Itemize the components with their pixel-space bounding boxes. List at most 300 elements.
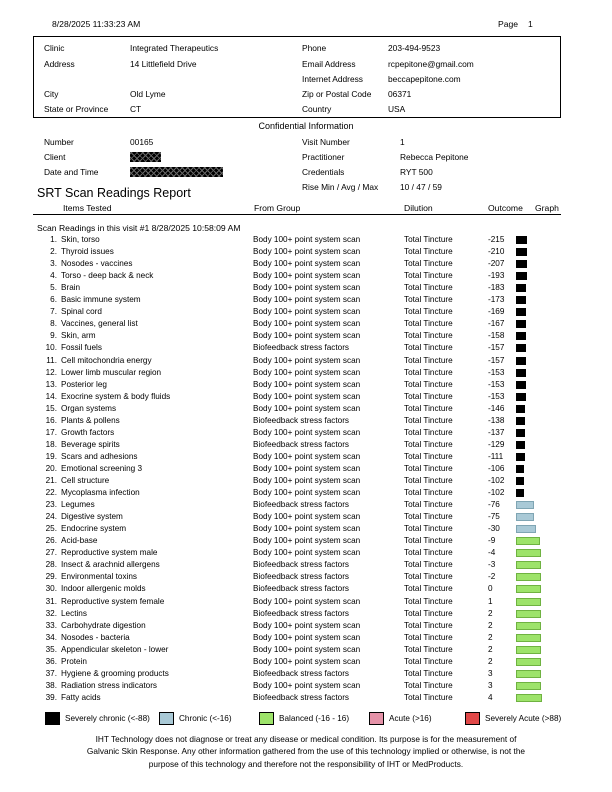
outcome-bar	[516, 537, 540, 545]
item-dilution: Total Tincture	[404, 668, 453, 678]
legend-label: Severely Acute (>88)	[485, 714, 562, 723]
item-name: Emotional screening 3	[61, 463, 143, 473]
item-dilution: Total Tincture	[404, 488, 453, 498]
item-dilution: Total Tincture	[404, 283, 453, 293]
number-label: Number	[44, 137, 74, 147]
phone-value: 203-494-9523	[388, 43, 441, 53]
legend-label: Balanced (-16 - 16)	[279, 714, 350, 723]
item-name: Skin, arm	[61, 331, 96, 341]
practitioner-value: Rebecca Pepitone	[400, 152, 469, 162]
outcome-bar	[516, 525, 536, 533]
rise-value: 10 / 47 / 59	[400, 182, 442, 192]
credentials-value: RYT 500	[400, 167, 433, 177]
disclaimer-line-2: Galvanic Skin Response. Any other information gathered from the use of this technology implied or otherwise, is not the	[86, 746, 526, 757]
state-label: State or Province	[44, 104, 109, 114]
table-row	[0, 319, 612, 331]
item-name: Vaccines, general list	[61, 319, 138, 329]
legend-swatch	[159, 712, 174, 725]
table-row	[0, 681, 612, 693]
item-group: Body 100+ point system scan	[253, 259, 361, 269]
item-outcome: -207	[488, 259, 505, 269]
row-number: 37.	[45, 668, 57, 678]
outcome-bar	[516, 272, 527, 280]
item-group: Body 100+ point system scan	[253, 271, 361, 281]
row-number: 16.	[45, 415, 57, 425]
item-dilution: Total Tincture	[404, 259, 453, 269]
item-dilution: Total Tincture	[404, 572, 453, 582]
item-name: Carbohydrate digestion	[61, 620, 146, 630]
item-outcome: 2	[488, 644, 493, 654]
row-number: 13.	[45, 379, 57, 389]
item-name: Environmental toxins	[61, 572, 137, 582]
outcome-bar	[516, 381, 526, 389]
table-row	[0, 512, 612, 524]
item-group: Body 100+ point system scan	[253, 644, 361, 654]
internet-value: beccapepitone.com	[388, 74, 461, 84]
item-dilution: Total Tincture	[404, 343, 453, 353]
address-value: 14 Littlefield Drive	[130, 59, 197, 69]
item-outcome: -193	[488, 271, 505, 281]
item-outcome: 1	[488, 596, 493, 606]
table-row	[0, 609, 612, 621]
outcome-bar	[516, 610, 541, 618]
item-name: Nosodes - bacteria	[61, 632, 130, 642]
clinic-info-box	[33, 36, 561, 118]
outcome-bar	[516, 489, 524, 497]
item-name: Legumes	[61, 500, 95, 510]
visit-number-value: 1	[400, 137, 405, 147]
item-dilution: Total Tincture	[404, 319, 453, 329]
item-outcome: -215	[488, 235, 505, 244]
col-graph: Graph	[535, 203, 559, 213]
item-group: Biofeedback stress factors	[253, 343, 350, 353]
col-outcome: Outcome	[488, 203, 523, 213]
internet-label: Internet Address	[302, 74, 363, 84]
outcome-bar	[516, 453, 525, 461]
item-dilution: Total Tincture	[404, 379, 453, 389]
city-label: City	[44, 89, 59, 99]
table-row	[0, 621, 612, 633]
item-group: Body 100+ point system scan	[253, 524, 361, 534]
email-value: rcpepitone@gmail.com	[388, 59, 474, 69]
item-name: Indoor allergenic molds	[61, 584, 146, 594]
item-outcome: 3	[488, 680, 493, 690]
legend-label: Acute (>16)	[389, 714, 432, 723]
outcome-bar	[516, 573, 541, 581]
item-outcome: -4	[488, 548, 496, 558]
table-row	[0, 488, 612, 500]
item-outcome: 4	[488, 692, 493, 702]
item-dilution: Total Tincture	[404, 367, 453, 377]
item-dilution: Total Tincture	[404, 644, 453, 654]
item-outcome: -75	[488, 512, 500, 522]
item-dilution: Total Tincture	[404, 427, 453, 437]
item-name: Exocrine system & body fluids	[61, 391, 171, 401]
outcome-bar	[516, 477, 524, 485]
item-outcome: -157	[488, 343, 505, 353]
item-dilution: Total Tincture	[404, 415, 453, 425]
row-number: 22.	[45, 488, 57, 498]
address-label: Address	[44, 59, 75, 69]
item-group: Body 100+ point system scan	[253, 476, 361, 485]
table-row	[0, 440, 612, 452]
item-group: Body 100+ point system scan	[253, 319, 361, 329]
table-row	[0, 536, 612, 548]
country-label: Country	[302, 104, 332, 114]
item-name: Basic immune system	[61, 295, 141, 305]
table-row	[0, 572, 612, 584]
item-dilution: Total Tincture	[404, 656, 453, 666]
item-dilution: Total Tincture	[404, 608, 453, 618]
table-row	[0, 368, 612, 380]
item-outcome: -102	[488, 488, 505, 498]
row-number: 1.	[50, 235, 57, 244]
item-group: Body 100+ point system scan	[253, 307, 361, 317]
zip-label: Zip or Postal Code	[302, 89, 372, 99]
item-group: Biofeedback stress factors	[253, 608, 350, 618]
item-outcome: 0	[488, 584, 493, 594]
number-value: 00165	[130, 137, 154, 147]
legend-swatch	[259, 712, 274, 725]
outcome-bar	[516, 357, 526, 365]
outcome-bar	[516, 393, 526, 401]
table-row	[0, 500, 612, 512]
item-outcome: -129	[488, 439, 505, 449]
outcome-bar	[516, 260, 527, 268]
table-row	[0, 645, 612, 657]
table-row	[0, 669, 612, 681]
table-row	[0, 452, 612, 464]
row-number: 27.	[45, 548, 57, 558]
item-dilution: Total Tincture	[404, 512, 453, 522]
item-outcome: -137	[488, 427, 505, 437]
item-outcome: -106	[488, 463, 505, 473]
row-number: 19.	[45, 451, 57, 461]
table-row	[0, 404, 612, 416]
item-group: Body 100+ point system scan	[253, 331, 361, 341]
row-number: 33.	[45, 620, 57, 630]
item-dilution: Total Tincture	[404, 235, 453, 244]
item-outcome: 2	[488, 620, 493, 630]
table-row	[0, 259, 612, 271]
item-outcome: -183	[488, 283, 505, 293]
item-outcome: -153	[488, 391, 505, 401]
outcome-bar	[516, 658, 541, 666]
row-number: 12.	[45, 367, 57, 377]
table-row	[0, 343, 612, 355]
outcome-bar	[516, 634, 541, 642]
item-outcome: -111	[488, 451, 504, 461]
item-dilution: Total Tincture	[404, 331, 453, 341]
outcome-bar	[516, 549, 541, 557]
item-group: Biofeedback stress factors	[253, 439, 350, 449]
item-dilution: Total Tincture	[404, 391, 453, 401]
item-name: Fatty acids	[61, 692, 101, 702]
outcome-bar	[516, 429, 525, 437]
item-name: Thyroid issues	[61, 247, 114, 257]
item-name: Lectins	[61, 608, 87, 618]
item-name: Organ systems	[61, 403, 117, 413]
item-name: Brain	[61, 283, 81, 293]
item-dilution: Total Tincture	[404, 355, 453, 365]
scan-visit-label: Scan Readings in this visit #1 8/28/2025 10:58:09 AM	[37, 223, 241, 233]
row-number: 23.	[45, 500, 57, 510]
item-name: Growth factors	[61, 427, 115, 437]
table-row	[0, 283, 612, 295]
item-name: Posterior leg	[61, 379, 107, 389]
outcome-bar	[516, 598, 541, 606]
row-number: 24.	[45, 512, 57, 522]
item-name: Scars and adhesions	[61, 451, 138, 461]
table-row	[0, 597, 612, 609]
row-number: 11.	[46, 355, 57, 365]
item-name: Reproductive system female	[61, 596, 165, 606]
table-row	[0, 428, 612, 440]
row-number: 14.	[45, 391, 57, 401]
item-dilution: Total Tincture	[404, 476, 453, 485]
outcome-bar	[516, 284, 526, 292]
outcome-bar	[516, 622, 541, 630]
item-outcome: -173	[488, 295, 505, 305]
item-name: Beverage spirits	[61, 439, 120, 449]
item-outcome: -138	[488, 415, 505, 425]
item-outcome: -158	[488, 331, 505, 341]
item-group: Body 100+ point system scan	[253, 391, 361, 401]
row-number: 31.	[45, 596, 57, 606]
rise-label: Rise Min / Avg / Max	[302, 182, 379, 192]
item-name: Protein	[61, 656, 87, 666]
practitioner-label: Practitioner	[302, 152, 345, 162]
table-row	[0, 464, 612, 476]
col-items-tested: Items Tested	[63, 203, 112, 213]
row-number: 28.	[45, 560, 57, 570]
item-group: Body 100+ point system scan	[253, 548, 361, 558]
item-outcome: -30	[488, 524, 500, 534]
legend-swatch	[465, 712, 480, 725]
item-dilution: Total Tincture	[404, 548, 453, 558]
outcome-bar	[516, 501, 534, 509]
row-number: 9.	[50, 331, 57, 341]
item-name: Skin, torso	[61, 235, 100, 244]
item-dilution: Total Tincture	[404, 295, 453, 305]
item-outcome: -167	[488, 319, 505, 329]
item-group: Biofeedback stress factors	[253, 415, 350, 425]
item-dilution: Total Tincture	[404, 271, 453, 281]
row-number: 20.	[45, 463, 57, 473]
outcome-bar	[516, 308, 526, 316]
item-dilution: Total Tincture	[404, 463, 453, 473]
legend-label: Chronic (<-16)	[179, 714, 232, 723]
item-group: Biofeedback stress factors	[253, 560, 350, 570]
item-dilution: Total Tincture	[404, 500, 453, 510]
item-name: Lower limb muscular region	[61, 367, 162, 377]
item-group: Body 100+ point system scan	[253, 247, 361, 257]
item-group: Body 100+ point system scan	[253, 463, 361, 473]
table-row	[0, 657, 612, 669]
item-dilution: Total Tincture	[404, 403, 453, 413]
item-group: Biofeedback stress factors	[253, 668, 350, 678]
item-group: Body 100+ point system scan	[253, 403, 361, 413]
row-number: 7.	[50, 307, 57, 317]
visit-number-label: Visit Number	[302, 137, 350, 147]
table-row	[0, 416, 612, 428]
item-dilution: Total Tincture	[404, 596, 453, 606]
item-outcome: -9	[488, 536, 496, 546]
item-outcome: -153	[488, 379, 505, 389]
item-outcome: 3	[488, 668, 493, 678]
zip-value: 06371	[388, 89, 412, 99]
outcome-bar	[516, 682, 541, 690]
item-group: Body 100+ point system scan	[253, 680, 361, 690]
row-number: 38.	[45, 680, 57, 690]
legend-label: Severely chronic (<-88)	[65, 714, 150, 723]
item-outcome: -210	[488, 247, 505, 257]
report-title: SRT Scan Readings Report	[37, 186, 191, 200]
outcome-bar	[516, 417, 525, 425]
outcome-bar	[516, 344, 526, 352]
report-datetime: 8/28/2025 11:33:23 AM	[52, 19, 141, 29]
col-dilution: Dilution	[404, 203, 433, 213]
item-name: Reproductive system male	[61, 548, 158, 558]
item-dilution: Total Tincture	[404, 584, 453, 594]
item-name: Insect & arachnid allergens	[61, 560, 160, 570]
email-label: Email Address	[302, 59, 356, 69]
outcome-bar	[516, 248, 527, 256]
page-label: Page	[498, 19, 519, 29]
item-name: Radiation stress indicators	[61, 680, 158, 690]
item-dilution: Total Tincture	[404, 680, 453, 690]
outcome-bar	[516, 646, 541, 654]
outcome-bar	[516, 694, 542, 702]
row-number: 3.	[50, 259, 57, 269]
item-group: Biofeedback stress factors	[253, 584, 350, 594]
outcome-bar	[516, 236, 527, 244]
outcome-bar	[516, 585, 541, 593]
row-number: 5.	[50, 283, 57, 293]
row-number: 18.	[45, 439, 57, 449]
item-dilution: Total Tincture	[404, 560, 453, 570]
clinic-value: Integrated Therapeutics	[130, 43, 219, 53]
item-group: Biofeedback stress factors	[253, 572, 350, 582]
item-group: Body 100+ point system scan	[253, 427, 361, 437]
outcome-bar	[516, 405, 525, 413]
country-value: USA	[388, 104, 406, 114]
city-value: Old Lyme	[130, 89, 166, 99]
row-number: 8.	[50, 319, 57, 329]
row-number: 29.	[45, 572, 57, 582]
item-group: Body 100+ point system scan	[253, 355, 361, 365]
table-row	[0, 380, 612, 392]
item-outcome: 2	[488, 632, 493, 642]
row-number: 6.	[50, 295, 57, 305]
phone-label: Phone	[302, 43, 327, 53]
disclaimer	[56, 733, 556, 770]
disclaimer-line-3: purpose of this technology and therefore not the responsibility of IHT or MedProducts.	[148, 758, 464, 769]
table-row	[0, 247, 612, 259]
item-group: Body 100+ point system scan	[253, 512, 361, 522]
legend-swatch	[45, 712, 60, 725]
item-name: Endocrine system	[61, 524, 127, 534]
table-row	[0, 331, 612, 343]
outcome-bar	[516, 670, 541, 678]
item-outcome: -169	[488, 307, 505, 317]
item-outcome: 2	[488, 608, 493, 618]
col-from-group: From Group	[254, 203, 301, 213]
table-row	[0, 548, 612, 560]
outcome-bar	[516, 369, 526, 377]
client-redacted	[130, 152, 161, 162]
table-row	[0, 584, 612, 596]
item-group: Biofeedback stress factors	[253, 692, 350, 702]
item-name: Hygiene & grooming products	[61, 668, 169, 678]
outcome-bar	[516, 561, 541, 569]
item-name: Digestive system	[61, 512, 123, 522]
disclaimer-line-1: IHT Technology does not diagnose or treat any disease or medical condition. Its purpose is for the measurement of	[95, 734, 517, 744]
page-number: 1	[528, 19, 533, 29]
item-group: Body 100+ point system scan	[253, 379, 361, 389]
item-name: Appendicular skeleton - lower	[61, 644, 169, 654]
legend-swatch	[369, 712, 384, 725]
item-dilution: Total Tincture	[404, 451, 453, 461]
datetime-redacted	[130, 167, 223, 177]
item-outcome: 2	[488, 656, 493, 666]
item-name: Acid-base	[61, 536, 98, 546]
outcome-bar	[516, 332, 526, 340]
confidential-title: Confidential Information	[258, 121, 354, 131]
clinic-label: Clinic	[44, 43, 65, 53]
item-group: Body 100+ point system scan	[253, 235, 361, 244]
row-number: 21.	[45, 476, 57, 485]
item-name: Cell structure	[61, 476, 110, 485]
item-outcome: -153	[488, 367, 505, 377]
credentials-label: Credentials	[302, 167, 345, 177]
table-row	[0, 235, 612, 247]
datetime-label: Date and Time	[44, 167, 99, 177]
item-group: Body 100+ point system scan	[253, 367, 361, 377]
table-row	[0, 560, 612, 572]
table-row	[0, 524, 612, 536]
table-row	[0, 271, 612, 283]
item-group: Body 100+ point system scan	[253, 632, 361, 642]
table-row	[0, 295, 612, 307]
item-group: Body 100+ point system scan	[253, 620, 361, 630]
table-row	[0, 633, 612, 645]
item-dilution: Total Tincture	[404, 632, 453, 642]
row-number: 35.	[45, 644, 57, 654]
row-number: 25.	[45, 524, 57, 534]
row-number: 17.	[45, 427, 57, 437]
row-number: 2.	[50, 247, 57, 257]
item-name: Mycoplasma infection	[61, 488, 140, 498]
row-number: 34.	[45, 632, 57, 642]
item-group: Body 100+ point system scan	[253, 283, 361, 293]
outcome-bar	[516, 296, 526, 304]
item-outcome: -76	[488, 500, 500, 510]
item-dilution: Total Tincture	[404, 307, 453, 317]
item-dilution: Total Tincture	[404, 524, 453, 534]
row-number: 10.	[45, 343, 57, 353]
row-number: 39.	[45, 692, 57, 702]
item-dilution: Total Tincture	[404, 439, 453, 449]
item-dilution: Total Tincture	[404, 620, 453, 630]
item-outcome: -157	[488, 355, 505, 365]
item-group: Body 100+ point system scan	[253, 295, 361, 305]
header-divider	[33, 214, 561, 215]
outcome-bar	[516, 513, 534, 521]
table-row	[0, 356, 612, 368]
table-row	[0, 392, 612, 404]
table-row	[0, 476, 612, 488]
